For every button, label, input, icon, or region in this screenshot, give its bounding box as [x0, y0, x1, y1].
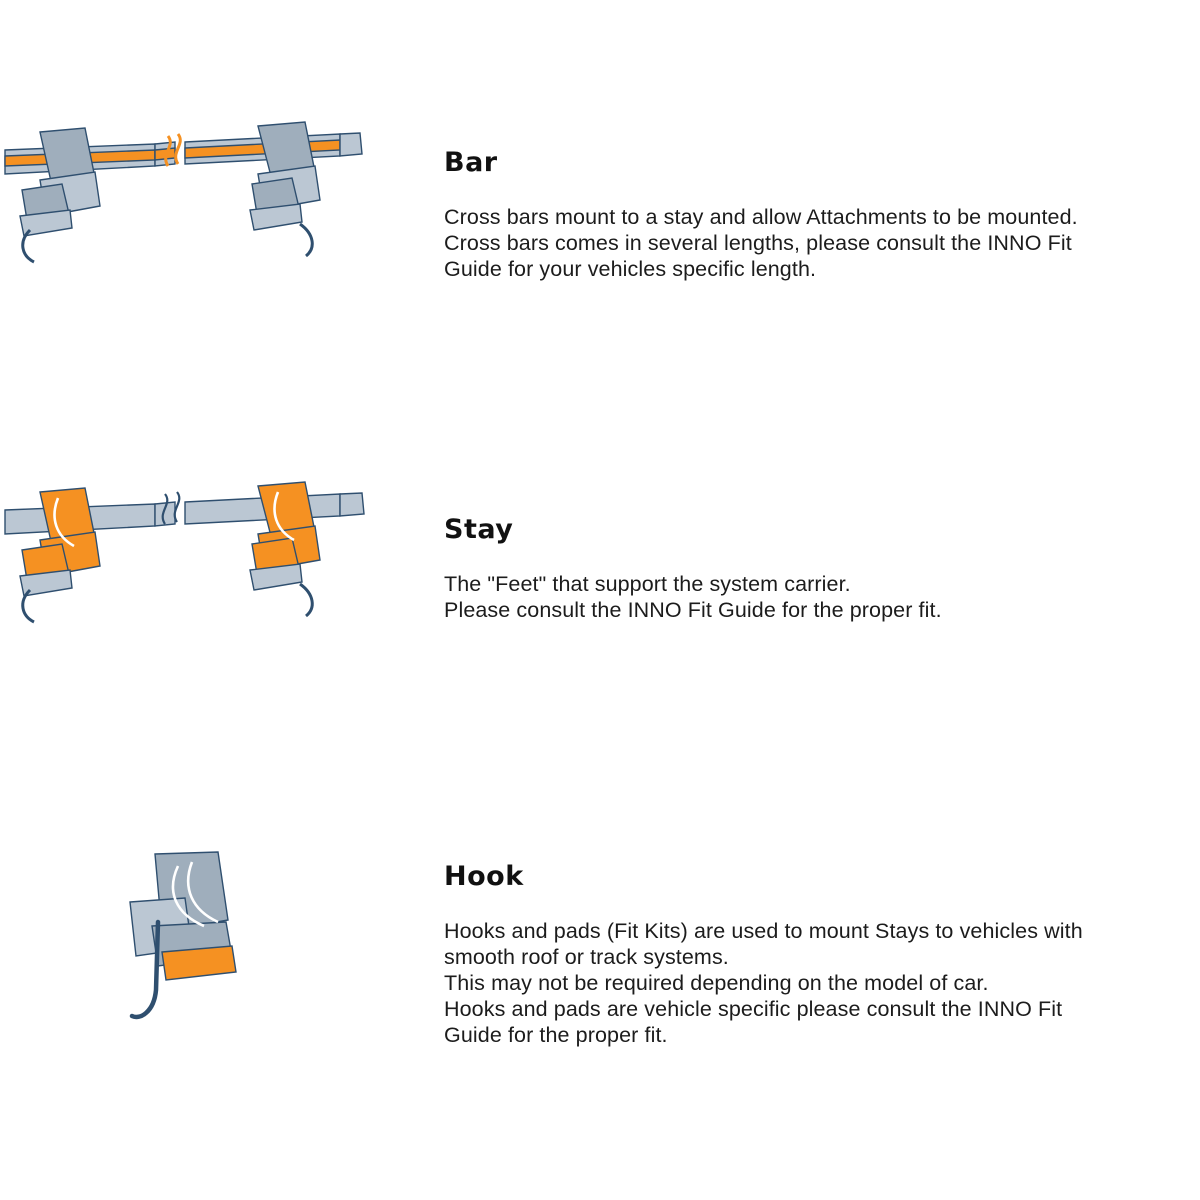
- hook-body-line-3: This may not be required depending on the model of car.: [444, 970, 989, 995]
- stay-body-line-1: The "Feet" that support the system carrier.: [444, 571, 851, 596]
- hook-body-line-4: Hooks and pads are vehicle specific please consult the INNO Fit: [444, 996, 1063, 1021]
- hook-text-block: [444, 862, 1200, 1048]
- bar-body-line-3: Guide for your vehicles specific length.: [444, 256, 817, 281]
- hook-heading: Hook: [444, 861, 524, 892]
- cross-bar-illustration: [0, 120, 430, 325]
- bar-heading: Bar: [444, 147, 498, 178]
- stay-heading: Stay: [444, 514, 514, 545]
- hook-body-line-2: smooth roof or track systems.: [444, 944, 729, 969]
- bar-body-line-2: Cross bars comes in several lengths, please consult the INNO Fit: [444, 230, 1072, 255]
- bar-body-line-1: Cross bars mount to a stay and allow Attachments to be mounted.: [444, 204, 1078, 229]
- hook-body-line-1: Hooks and pads (Fit Kits) are used to mount Stays to vehicles with: [444, 918, 1083, 943]
- stay-body-line-2: Please consult the INNO Fit Guide for the proper fit.: [444, 597, 942, 622]
- stay-illustration: [0, 480, 430, 685]
- stay-text-block: [444, 515, 1200, 623]
- bar-text-block: [444, 148, 1200, 282]
- hook-body-line-5: Guide for the proper fit.: [444, 1022, 668, 1047]
- hook-illustration: [100, 840, 400, 1065]
